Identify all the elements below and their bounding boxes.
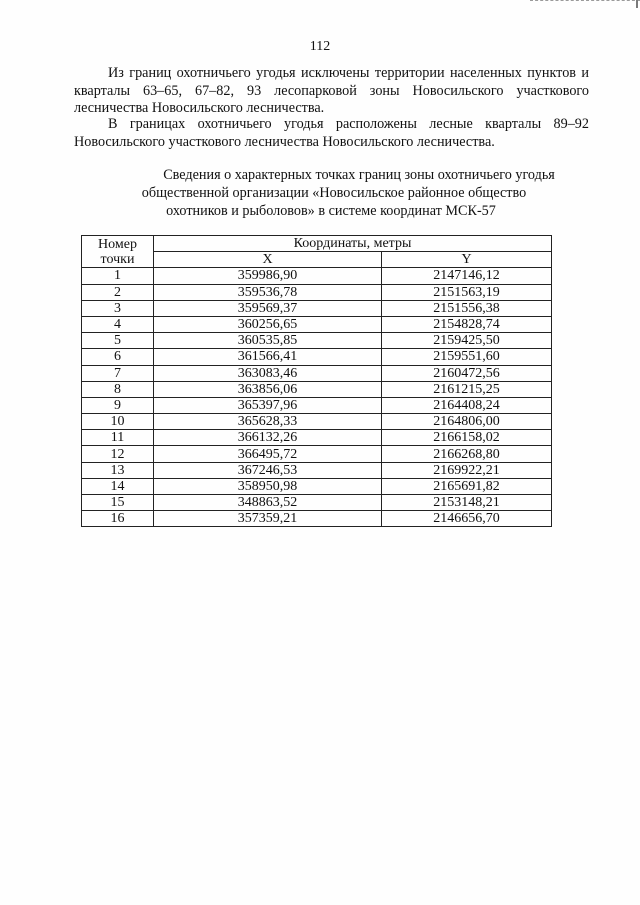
x-coordinate-cell: 365628,33 bbox=[154, 414, 382, 430]
point-number-cell: 4 bbox=[82, 316, 154, 332]
point-number-cell: 16 bbox=[82, 511, 154, 527]
point-number-cell: 12 bbox=[82, 446, 154, 462]
x-coordinate-cell: 363856,06 bbox=[154, 381, 382, 397]
x-coordinate-cell: 360535,85 bbox=[154, 333, 382, 349]
coordinates-table bbox=[81, 235, 552, 527]
point-number-cell: 6 bbox=[82, 349, 154, 365]
point-number-cell: 1 bbox=[82, 268, 154, 284]
table-row bbox=[82, 300, 552, 316]
y-coordinate-cell: 2151556,38 bbox=[382, 300, 552, 316]
point-number-cell: 2 bbox=[82, 284, 154, 300]
x-coordinate-cell: 367246,53 bbox=[154, 462, 382, 478]
point-number-cell: 15 bbox=[82, 495, 154, 511]
point-number-cell: 11 bbox=[82, 430, 154, 446]
y-coordinate-cell: 2165691,82 bbox=[382, 478, 552, 494]
x-coordinate-cell: 359986,90 bbox=[154, 268, 382, 284]
header-x: X bbox=[154, 252, 382, 268]
header-point-number-line1: Номер bbox=[98, 236, 137, 252]
y-coordinate-cell: 2147146,12 bbox=[382, 268, 552, 284]
y-coordinate-cell: 2151563,19 bbox=[382, 284, 552, 300]
y-coordinate-cell: 2164408,24 bbox=[382, 397, 552, 413]
x-coordinate-cell: 366495,72 bbox=[154, 446, 382, 462]
y-coordinate-cell: 2164806,00 bbox=[382, 414, 552, 430]
table-row bbox=[82, 462, 552, 478]
point-number-cell: 8 bbox=[82, 381, 154, 397]
x-coordinate-cell: 365397,96 bbox=[154, 397, 382, 413]
y-coordinate-cell: 2159551,60 bbox=[382, 349, 552, 365]
table-heading bbox=[0, 166, 640, 220]
page-number: 112 bbox=[309, 39, 331, 54]
table-row bbox=[82, 365, 552, 381]
table-row bbox=[82, 333, 552, 349]
x-coordinate-cell: 359536,78 bbox=[154, 284, 382, 300]
point-number-cell: 3 bbox=[82, 300, 154, 316]
x-coordinate-cell: 366132,26 bbox=[154, 430, 382, 446]
point-number-cell: 13 bbox=[82, 462, 154, 478]
point-number-cell: 5 bbox=[82, 333, 154, 349]
y-coordinate-cell: 2146656,70 bbox=[382, 511, 552, 527]
heading-line-3: охотников и рыболовов» в системе координат МСК-57 bbox=[166, 203, 496, 219]
x-coordinate-cell: 357359,21 bbox=[154, 511, 382, 527]
x-coordinate-cell: 363083,46 bbox=[154, 365, 382, 381]
y-coordinate-cell: 2160472,56 bbox=[382, 365, 552, 381]
x-coordinate-cell: 359569,37 bbox=[154, 300, 382, 316]
y-coordinate-cell: 2159425,50 bbox=[382, 333, 552, 349]
scan-corner-mark bbox=[530, 0, 640, 5]
table-body bbox=[82, 268, 552, 527]
paragraph-exclusions: Из границ охотничьего угодья исключены территории населенных пунктов и кварталы 63–65, 67–82, 93 лесопарковой зоны Новосильского участкового лесничества Новосильского лесничества. bbox=[74, 65, 589, 116]
table-row bbox=[82, 349, 552, 365]
x-coordinate-cell: 358950,98 bbox=[154, 478, 382, 494]
header-coordinates: Координаты, метры bbox=[154, 236, 552, 252]
y-coordinate-cell: 2166158,02 bbox=[382, 430, 552, 446]
y-coordinate-cell: 2154828,74 bbox=[382, 316, 552, 332]
y-coordinate-cell: 2161215,25 bbox=[382, 381, 552, 397]
y-coordinate-cell: 2169922,21 bbox=[382, 462, 552, 478]
table-row bbox=[82, 478, 552, 494]
table-row bbox=[82, 446, 552, 462]
table-row bbox=[82, 511, 552, 527]
point-number-cell: 7 bbox=[82, 365, 154, 381]
header-y: Y bbox=[382, 252, 552, 268]
point-number-cell: 10 bbox=[82, 414, 154, 430]
heading-line-1: Сведения о характерных точках границ зоны охотничьего угодья bbox=[163, 167, 555, 183]
table-row bbox=[82, 397, 552, 413]
table-row bbox=[82, 414, 552, 430]
table-row bbox=[82, 381, 552, 397]
table-row bbox=[82, 284, 552, 300]
x-coordinate-cell: 361566,41 bbox=[154, 349, 382, 365]
y-coordinate-cell: 2166268,80 bbox=[382, 446, 552, 462]
y-coordinate-cell: 2153148,21 bbox=[382, 495, 552, 511]
x-coordinate-cell: 360256,65 bbox=[154, 316, 382, 332]
table-row bbox=[82, 495, 552, 511]
point-number-cell: 14 bbox=[82, 478, 154, 494]
point-number-cell: 9 bbox=[82, 397, 154, 413]
x-coordinate-cell: 348863,52 bbox=[154, 495, 382, 511]
table-row bbox=[82, 268, 552, 284]
table-row bbox=[82, 316, 552, 332]
table-row bbox=[82, 430, 552, 446]
heading-line-2: общественной организации «Новосильское районное общество bbox=[141, 185, 527, 201]
paragraph-forest-quarters: В границах охотничьего угодья расположены лесные кварталы 89–92 Новосильского участкового лесничества Новосильского лесничества. bbox=[74, 116, 589, 150]
header-point-number-line2: точки bbox=[100, 251, 135, 267]
header-point-number bbox=[82, 236, 154, 268]
